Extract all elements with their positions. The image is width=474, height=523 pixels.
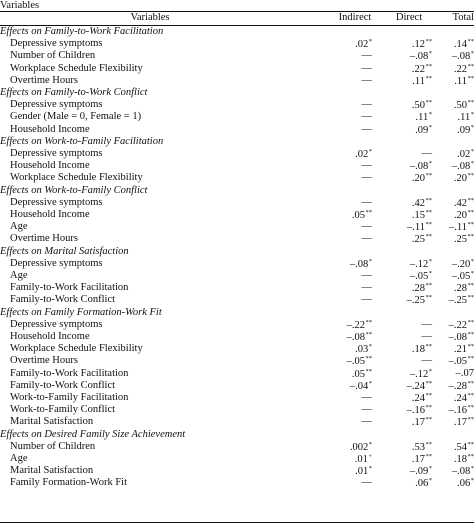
total-value: .09* xyxy=(457,123,474,136)
total-value: –.28** xyxy=(448,379,474,392)
table-row xyxy=(0,381,474,393)
total-value-significance: * xyxy=(470,477,474,485)
section-row xyxy=(0,186,474,198)
total-value: .11* xyxy=(457,111,474,124)
total-value-significance: ** xyxy=(467,221,474,229)
section-row xyxy=(0,27,474,39)
variable-label: Age xyxy=(10,270,28,281)
total-value: .17** xyxy=(453,416,474,429)
indirect-value: — xyxy=(361,404,372,416)
section-row xyxy=(0,430,474,442)
direct-value: .06* xyxy=(415,477,432,490)
table-row xyxy=(0,466,474,478)
section-title: Effects on Family-to-Work Facilitation xyxy=(0,26,164,37)
total-value-significance: * xyxy=(470,270,474,277)
direct-value-significance: * xyxy=(428,367,432,375)
indirect-value: –.05** xyxy=(346,355,372,368)
total-value-significance: ** xyxy=(467,392,474,399)
variable-label: Work-to-Family Conflict xyxy=(10,404,116,416)
table-row xyxy=(0,393,474,405)
direct-value-significance: ** xyxy=(425,453,432,460)
section-row xyxy=(0,308,474,320)
variable-label: Depressive symptoms xyxy=(10,196,103,208)
total-value: .21** xyxy=(453,343,474,356)
indirect-value: .03* xyxy=(355,343,372,356)
total-value: –.22** xyxy=(448,318,474,331)
indirect-value: — xyxy=(361,62,372,74)
indirect-value: — xyxy=(361,160,372,172)
table-row xyxy=(0,295,474,307)
table-row xyxy=(0,39,474,51)
indirect-value-significance: * xyxy=(368,379,372,387)
table-row xyxy=(0,454,474,466)
total-value: –.20* xyxy=(451,257,474,270)
variable-label: Depressive symptoms xyxy=(10,99,103,111)
table-row xyxy=(0,125,474,137)
total-value-significance: ** xyxy=(467,379,474,387)
total-value-significance: ** xyxy=(467,99,474,107)
variable-label: Overtime Hours xyxy=(10,355,78,367)
indirect-value: .02* xyxy=(355,38,372,51)
indirect-value-significance: * xyxy=(368,465,372,473)
direct-value-significance: ** xyxy=(425,282,432,290)
total-value: –.08** xyxy=(448,331,474,343)
direct-value: — xyxy=(421,318,432,330)
direct-value-significance: ** xyxy=(425,74,432,82)
direct-value-significance: * xyxy=(428,111,432,119)
direct-value-significance: ** xyxy=(425,416,432,424)
direct-value: –.09* xyxy=(409,465,432,478)
direct-value-significance: * xyxy=(428,160,432,168)
direct-value-significance: * xyxy=(428,477,432,485)
direct-value: –.12* xyxy=(409,257,432,270)
direct-value: .11** xyxy=(412,74,432,87)
direct-value: .22** xyxy=(411,62,432,75)
direct-value-significance: ** xyxy=(425,233,432,241)
table-row xyxy=(0,332,474,344)
table-row xyxy=(0,51,474,63)
total-value: –.07 xyxy=(455,367,474,379)
indirect-value: .002* xyxy=(349,440,372,453)
variable-label: Household Income xyxy=(10,123,90,135)
section-row xyxy=(0,88,474,100)
direct-value: .28** xyxy=(411,282,432,295)
total-value-significance: ** xyxy=(467,416,474,424)
total-value-significance: ** xyxy=(467,172,474,180)
total-value-significance: ** xyxy=(467,404,474,412)
indirect-value: .01+ xyxy=(354,453,372,465)
direct-value: .20** xyxy=(411,172,432,185)
total-value: –.05** xyxy=(448,355,474,368)
indirect-value: — xyxy=(361,111,372,123)
table-row xyxy=(0,356,474,368)
direct-value-significance: ** xyxy=(425,172,432,180)
section-title: Effects on Family-to-Work Conflict xyxy=(0,87,148,98)
direct-value-significance: ** xyxy=(425,62,432,70)
direct-value-significance: * xyxy=(428,465,432,473)
indirect-value-significance: * xyxy=(368,343,372,351)
variable-label: Age xyxy=(10,221,28,233)
variable-label: Workplace Schedule Flexibility xyxy=(10,172,143,184)
header-variables: Variables xyxy=(130,12,170,23)
total-value: .25** xyxy=(453,233,474,246)
direct-value: — xyxy=(421,355,432,367)
indirect-value: –.08* xyxy=(349,257,372,270)
variable-label: Work-to-Family Facilitation xyxy=(10,392,129,403)
indirect-value-significance: ** xyxy=(365,318,372,326)
direct-value-significance: ** xyxy=(425,196,432,204)
total-value-significance: ** xyxy=(467,74,474,82)
direct-value: — xyxy=(421,148,432,159)
total-value-significance: ** xyxy=(467,209,474,216)
direct-value: .15** xyxy=(411,209,432,221)
section-row xyxy=(0,247,474,259)
direct-value: –.24** xyxy=(406,379,432,392)
variable-label: Overtime Hours xyxy=(10,74,78,86)
total-value-significance: ** xyxy=(467,38,474,46)
table-row xyxy=(0,271,474,283)
section-row xyxy=(0,137,474,149)
total-value-significance: ** xyxy=(467,62,474,70)
direct-value: .17** xyxy=(411,453,432,465)
total-value: .50** xyxy=(453,99,474,112)
direct-value-significance: ** xyxy=(425,404,432,412)
indirect-value-significance: ** xyxy=(365,209,372,216)
direct-value: –.16** xyxy=(406,404,432,417)
indirect-value-significance: ** xyxy=(365,367,372,375)
total-value: .11** xyxy=(454,74,474,87)
direct-value-significance: * xyxy=(428,257,432,265)
table-row xyxy=(0,405,474,417)
total-value: .20** xyxy=(453,172,474,185)
direct-value: –.08* xyxy=(409,160,432,173)
table-row xyxy=(0,478,474,490)
direct-value: .50** xyxy=(411,99,432,112)
indirect-value-significance: * xyxy=(368,38,372,46)
total-value-significance: ** xyxy=(467,453,474,460)
indirect-value: — xyxy=(361,74,372,86)
direct-value-significance: * xyxy=(428,50,432,58)
indirect-value: –.04* xyxy=(349,379,372,392)
total-value-significance: * xyxy=(470,50,474,58)
total-value: .42** xyxy=(453,196,474,209)
variable-label: Age xyxy=(10,453,28,464)
direct-value: .25** xyxy=(411,233,432,246)
direct-value-significance: ** xyxy=(425,343,432,351)
variable-label: Number of Children xyxy=(10,440,96,452)
total-value-significance: ** xyxy=(467,233,474,241)
variable-label: Depressive symptoms xyxy=(10,318,103,330)
direct-value: –.05* xyxy=(409,270,432,282)
direct-value: — xyxy=(421,331,432,342)
table-row xyxy=(0,344,474,356)
total-value: –.16** xyxy=(448,404,474,417)
table-row xyxy=(0,234,474,246)
total-value: .24** xyxy=(453,392,474,404)
variable-label: Family Formation-Work Fit xyxy=(10,477,127,489)
direct-value: –.12* xyxy=(409,367,432,380)
indirect-value: .05** xyxy=(351,367,372,380)
indirect-value: — xyxy=(361,294,372,306)
direct-value-significance: ** xyxy=(425,440,432,448)
indirect-value-significance: * xyxy=(368,257,372,265)
variable-label: Workplace Schedule Flexibility xyxy=(10,343,143,355)
total-value-significance: ** xyxy=(467,343,474,351)
variable-label: Number of Children xyxy=(10,50,96,62)
indirect-value-significance: ** xyxy=(365,331,372,338)
direct-value: .18** xyxy=(411,343,432,356)
table-row xyxy=(0,112,474,124)
direct-value-significance: ** xyxy=(425,379,432,387)
table-row xyxy=(0,173,474,185)
total-value-significance: ** xyxy=(467,282,474,290)
variable-label: Household Income xyxy=(10,160,90,172)
direct-value: .11* xyxy=(415,111,432,124)
total-value: –.08* xyxy=(451,465,474,478)
indirect-value: — xyxy=(361,172,372,184)
direct-value: .24** xyxy=(411,392,432,404)
table-row xyxy=(0,210,474,222)
section-title: Effects on Marital Satisfaction xyxy=(0,245,129,257)
direct-value: .42** xyxy=(411,196,432,209)
table-row xyxy=(0,161,474,173)
indirect-value: — xyxy=(361,282,372,294)
variable-label: Depressive symptoms xyxy=(10,257,103,269)
total-value: –.08* xyxy=(451,160,474,173)
variable-label: Marital Satisfaction xyxy=(10,465,94,477)
direct-value: .53** xyxy=(411,440,432,453)
direct-value: .12** xyxy=(411,38,432,51)
indirect-value: — xyxy=(361,233,372,245)
indirect-value: –.22** xyxy=(346,318,372,331)
indirect-value: .02* xyxy=(355,148,372,160)
direct-value: .09* xyxy=(415,123,432,136)
table-row xyxy=(0,149,474,161)
section-title: Effects on Family Formation-Work Fit xyxy=(0,306,162,318)
total-value: .54** xyxy=(453,440,474,453)
table-row xyxy=(0,222,474,234)
header-row xyxy=(0,13,474,25)
table-row xyxy=(0,76,474,88)
table-row xyxy=(0,64,474,76)
indirect-value: — xyxy=(361,99,372,111)
variable-label: Gender (Male = 0, Female = 1) xyxy=(10,111,142,123)
total-value: –.11** xyxy=(449,221,474,234)
total-value-significance: ** xyxy=(467,294,474,302)
indirect-value: .01* xyxy=(355,465,372,478)
table-row xyxy=(0,100,474,112)
indirect-value: — xyxy=(361,270,372,281)
table-row xyxy=(0,198,474,210)
indirect-value: — xyxy=(361,123,372,135)
indirect-value: — xyxy=(361,392,372,403)
total-value-significance: * xyxy=(470,148,474,155)
indirect-value: — xyxy=(361,477,372,489)
variable-label: Family-to-Work Conflict xyxy=(10,379,116,391)
variable-label: Workplace Schedule Flexibility xyxy=(10,62,143,74)
variable-label: Depressive symptoms xyxy=(10,38,103,50)
indirect-value: .05** xyxy=(351,209,372,221)
direct-value-significance: ** xyxy=(425,294,432,302)
indirect-value-significance: * xyxy=(368,148,372,155)
total-value: –.05* xyxy=(451,270,474,282)
total-value: .28** xyxy=(453,282,474,295)
direct-value: –.11** xyxy=(407,221,432,234)
indirect-value: — xyxy=(361,50,372,62)
variable-label: Marital Satisfaction xyxy=(10,416,94,428)
indirect-value: –.08** xyxy=(346,331,372,343)
header-direct: Direct xyxy=(395,12,423,23)
total-value: .02* xyxy=(457,148,474,160)
total-value-significance: * xyxy=(470,465,474,473)
section-title: Effects on Work-to-Family Conflict xyxy=(0,184,148,196)
table-row xyxy=(0,369,474,381)
total-value-significance: ** xyxy=(467,196,474,204)
total-value: –.08* xyxy=(451,50,474,63)
indirect-value-significance: ** xyxy=(365,355,372,363)
header-indirect: Indirect xyxy=(338,12,372,23)
indirect-value-significance: * xyxy=(368,440,372,448)
table-row xyxy=(0,259,474,271)
variable-label: Family-to-Work Facilitation xyxy=(10,282,129,294)
variable-label: Household Income xyxy=(10,209,90,220)
total-value: .22** xyxy=(453,62,474,75)
direct-value: .17** xyxy=(411,416,432,429)
variable-label: Overtime Hours xyxy=(10,233,78,245)
total-value-significance: * xyxy=(470,111,474,119)
table-row xyxy=(0,320,474,332)
table-row xyxy=(0,417,474,429)
total-value-significance: * xyxy=(470,160,474,168)
total-value-significance: ** xyxy=(467,331,474,338)
direct-value-significance: ** xyxy=(425,221,432,229)
indirect-value: — xyxy=(361,416,372,428)
total-value: .06* xyxy=(457,477,474,490)
total-value: –.25** xyxy=(448,294,474,307)
direct-value-significance: ** xyxy=(425,99,432,107)
variable-label: Family-to-Work Conflict xyxy=(10,294,116,306)
total-value-significance: ** xyxy=(467,440,474,448)
indirect-value-significance: + xyxy=(368,453,372,460)
direct-value-significance: ** xyxy=(425,392,432,399)
direct-value-significance: ** xyxy=(425,209,432,216)
section-title: Effects on Desired Family Size Achievement xyxy=(0,428,186,440)
direct-value-significance: * xyxy=(428,123,432,131)
indirect-value: — xyxy=(361,196,372,208)
total-value-significance: * xyxy=(470,257,474,265)
total-value-significance: ** xyxy=(467,355,474,363)
total-value: .20** xyxy=(453,209,474,221)
header-total: Total xyxy=(452,12,474,23)
direct-value-significance: ** xyxy=(425,38,432,46)
direct-value: –.25** xyxy=(406,294,432,307)
direct-value-significance: * xyxy=(428,270,432,277)
total-value: .18** xyxy=(453,453,474,465)
table-row xyxy=(0,283,474,295)
variable-label: Family-to-Work Facilitation xyxy=(10,367,129,379)
section-title: Effects on Work-to-Family Facilitation xyxy=(0,135,164,147)
total-value-significance: ** xyxy=(467,318,474,326)
table-row xyxy=(0,442,474,454)
variable-label: Depressive symptoms xyxy=(10,148,103,159)
total-value: .14** xyxy=(453,38,474,51)
indirect-value: — xyxy=(361,221,372,233)
direct-value: –.08* xyxy=(409,50,432,63)
total-value-significance: * xyxy=(470,123,474,131)
variable-label: Household Income xyxy=(10,331,90,342)
table-caption: Variables xyxy=(0,0,40,11)
